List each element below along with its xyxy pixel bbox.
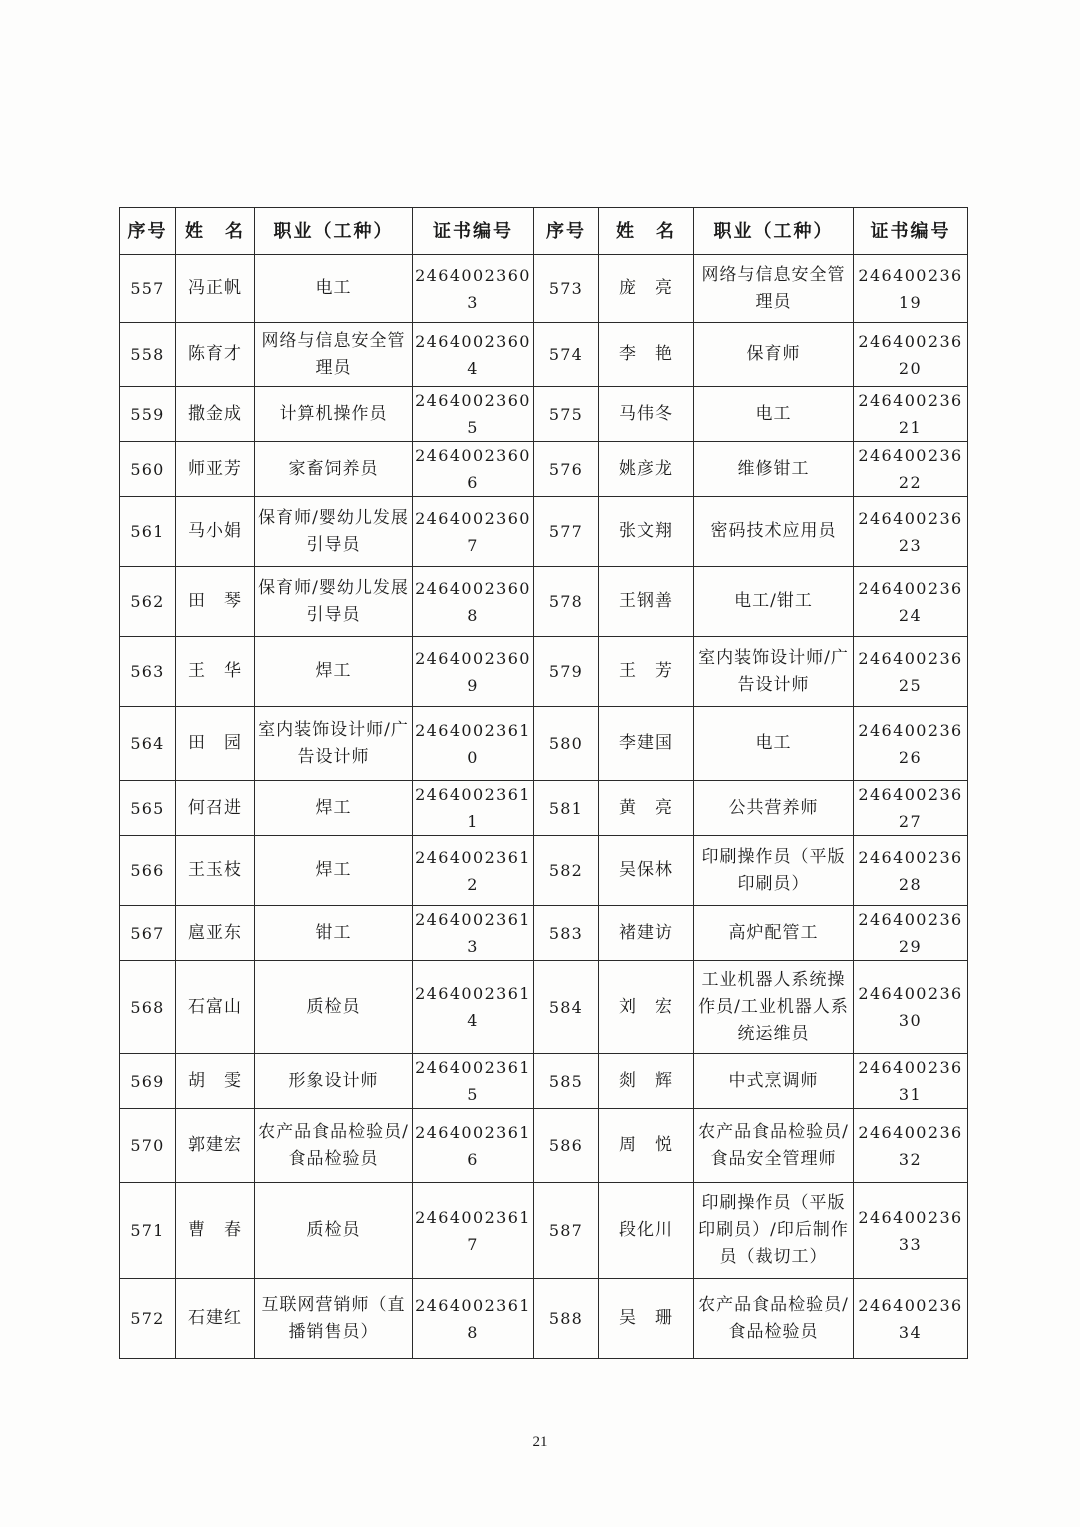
occupation-cell: 网络与信息安全管理员 <box>255 323 413 387</box>
header-name-left: 姓 名 <box>176 208 255 255</box>
header-serial-right: 序号 <box>534 208 599 255</box>
name-cell: 吴保林 <box>599 836 694 906</box>
certificate-roster-table <box>119 207 968 1359</box>
name-cell: 撒金成 <box>176 387 255 442</box>
occupation-cell: 网络与信息安全管理员 <box>694 255 854 323</box>
occupation-cell: 质检员 <box>255 961 413 1054</box>
certificate-number-cell: 24640023621 <box>854 387 968 442</box>
certificate-number-cell: 24640023625 <box>854 637 968 707</box>
name-cell: 石建红 <box>176 1279 255 1359</box>
serial-cell: 588 <box>534 1279 599 1359</box>
serial-cell: 585 <box>534 1054 599 1109</box>
certificate-number-cell: 24640023610 <box>413 707 534 781</box>
occupation-cell: 焊工 <box>255 637 413 707</box>
table-row <box>120 961 968 1054</box>
serial-cell: 559 <box>120 387 176 442</box>
occupation-cell: 农产品食品检验员/食品检验员 <box>694 1279 854 1359</box>
serial-cell: 570 <box>120 1109 176 1183</box>
serial-cell: 564 <box>120 707 176 781</box>
certificate-number-cell: 24640023631 <box>854 1054 968 1109</box>
occupation-cell: 农产品食品检验员/食品检验员 <box>255 1109 413 1183</box>
table-row <box>120 442 968 497</box>
serial-cell: 572 <box>120 1279 176 1359</box>
table-row <box>120 1109 968 1183</box>
certificate-number-cell: 24640023616 <box>413 1109 534 1183</box>
certificate-number-cell: 24640023606 <box>413 442 534 497</box>
certificate-number-cell: 24640023626 <box>854 707 968 781</box>
certificate-number-cell: 24640023603 <box>413 255 534 323</box>
serial-cell: 575 <box>534 387 599 442</box>
serial-cell: 563 <box>120 637 176 707</box>
name-cell: 王钢善 <box>599 567 694 637</box>
serial-cell: 579 <box>534 637 599 707</box>
serial-cell: 586 <box>534 1109 599 1183</box>
table-row <box>120 637 968 707</box>
name-cell: 褚建访 <box>599 906 694 961</box>
name-cell: 周 悦 <box>599 1109 694 1183</box>
certificate-number-cell: 24640023633 <box>854 1183 968 1279</box>
name-cell: 田 琴 <box>176 567 255 637</box>
occupation-cell: 互联网营销师（直播销售员） <box>255 1279 413 1359</box>
serial-cell: 560 <box>120 442 176 497</box>
name-cell: 王 华 <box>176 637 255 707</box>
certificate-number-cell: 24640023618 <box>413 1279 534 1359</box>
certificate-number-cell: 24640023612 <box>413 836 534 906</box>
occupation-cell: 电工 <box>694 387 854 442</box>
occupation-cell: 形象设计师 <box>255 1054 413 1109</box>
header-cert-right: 证书编号 <box>854 208 968 255</box>
header-cert-left: 证书编号 <box>413 208 534 255</box>
serial-cell: 566 <box>120 836 176 906</box>
table-header-row <box>120 208 968 255</box>
serial-cell: 574 <box>534 323 599 387</box>
occupation-cell: 农产品食品检验员/食品安全管理师 <box>694 1109 854 1183</box>
table-row <box>120 1054 968 1109</box>
serial-cell: 577 <box>534 497 599 567</box>
serial-cell: 562 <box>120 567 176 637</box>
serial-cell: 557 <box>120 255 176 323</box>
certificate-number-cell: 24640023615 <box>413 1054 534 1109</box>
name-cell: 王玉枝 <box>176 836 255 906</box>
certificate-number-cell: 24640023617 <box>413 1183 534 1279</box>
table-row <box>120 707 968 781</box>
table-row <box>120 387 968 442</box>
serial-cell: 565 <box>120 781 176 836</box>
certificate-number-cell: 24640023619 <box>854 255 968 323</box>
serial-cell: 578 <box>534 567 599 637</box>
name-cell: 黄 亮 <box>599 781 694 836</box>
name-cell: 曹 春 <box>176 1183 255 1279</box>
occupation-cell: 电工/钳工 <box>694 567 854 637</box>
table-row <box>120 781 968 836</box>
name-cell: 陈育才 <box>176 323 255 387</box>
name-cell: 李建国 <box>599 707 694 781</box>
occupation-cell: 高炉配管工 <box>694 906 854 961</box>
name-cell: 马伟冬 <box>599 387 694 442</box>
occupation-cell: 密码技术应用员 <box>694 497 854 567</box>
name-cell: 冯正帆 <box>176 255 255 323</box>
certificate-number-cell: 24640023605 <box>413 387 534 442</box>
occupation-cell: 印刷操作员（平版印刷员）/印后制作员（裁切工） <box>694 1183 854 1279</box>
certificate-number-cell: 24640023634 <box>854 1279 968 1359</box>
occupation-cell: 电工 <box>694 707 854 781</box>
certificate-number-cell: 24640023628 <box>854 836 968 906</box>
header-occupation-right: 职业（工种） <box>694 208 854 255</box>
name-cell: 张文翔 <box>599 497 694 567</box>
certificate-number-cell: 24640023627 <box>854 781 968 836</box>
name-cell: 石富山 <box>176 961 255 1054</box>
certificate-number-cell: 24640023622 <box>854 442 968 497</box>
serial-cell: 581 <box>534 781 599 836</box>
occupation-cell: 维修钳工 <box>694 442 854 497</box>
occupation-cell: 公共营养师 <box>694 781 854 836</box>
table-body <box>120 255 968 1359</box>
name-cell: 师亚芳 <box>176 442 255 497</box>
occupation-cell: 质检员 <box>255 1183 413 1279</box>
table-row <box>120 836 968 906</box>
serial-cell: 580 <box>534 707 599 781</box>
certificate-number-cell: 24640023623 <box>854 497 968 567</box>
certificate-number-cell: 24640023604 <box>413 323 534 387</box>
name-cell: 王 芳 <box>599 637 694 707</box>
occupation-cell: 家畜饲养员 <box>255 442 413 497</box>
name-cell: 马小娟 <box>176 497 255 567</box>
name-cell: 庞 亮 <box>599 255 694 323</box>
certificate-number-cell: 24640023620 <box>854 323 968 387</box>
occupation-cell: 焊工 <box>255 781 413 836</box>
occupation-cell: 计算机操作员 <box>255 387 413 442</box>
table-row <box>120 567 968 637</box>
serial-cell: 576 <box>534 442 599 497</box>
serial-cell: 583 <box>534 906 599 961</box>
name-cell: 吴 珊 <box>599 1279 694 1359</box>
serial-cell: 558 <box>120 323 176 387</box>
page-number: 21 <box>532 1434 548 1450</box>
serial-cell: 568 <box>120 961 176 1054</box>
name-cell: 扈亚东 <box>176 906 255 961</box>
serial-cell: 584 <box>534 961 599 1054</box>
serial-cell: 561 <box>120 497 176 567</box>
occupation-cell: 中式烹调师 <box>694 1054 854 1109</box>
serial-cell: 573 <box>534 255 599 323</box>
name-cell: 段化川 <box>599 1183 694 1279</box>
certificate-number-cell: 24640023609 <box>413 637 534 707</box>
name-cell: 胡 雯 <box>176 1054 255 1109</box>
name-cell: 刘 宏 <box>599 961 694 1054</box>
occupation-cell: 保育师 <box>694 323 854 387</box>
name-cell: 姚彦龙 <box>599 442 694 497</box>
header-occupation-left: 职业（工种） <box>255 208 413 255</box>
name-cell: 郭建宏 <box>176 1109 255 1183</box>
name-cell: 何召进 <box>176 781 255 836</box>
name-cell: 田 园 <box>176 707 255 781</box>
occupation-cell: 保育师/婴幼儿发展引导员 <box>255 497 413 567</box>
certificate-number-cell: 24640023624 <box>854 567 968 637</box>
certificate-number-cell: 24640023607 <box>413 497 534 567</box>
table-row <box>120 497 968 567</box>
table-row <box>120 255 968 323</box>
table-row <box>120 906 968 961</box>
occupation-cell: 焊工 <box>255 836 413 906</box>
certificate-number-cell: 24640023629 <box>854 906 968 961</box>
certificate-number-cell: 24640023630 <box>854 961 968 1054</box>
occupation-cell: 电工 <box>255 255 413 323</box>
table-row <box>120 323 968 387</box>
serial-cell: 569 <box>120 1054 176 1109</box>
occupation-cell: 室内装饰设计师/广告设计师 <box>694 637 854 707</box>
name-cell: 李 艳 <box>599 323 694 387</box>
table-row <box>120 1279 968 1359</box>
header-name-right: 姓 名 <box>599 208 694 255</box>
serial-cell: 571 <box>120 1183 176 1279</box>
certificate-number-cell: 24640023611 <box>413 781 534 836</box>
header-serial-left: 序号 <box>120 208 176 255</box>
certificate-number-cell: 24640023614 <box>413 961 534 1054</box>
occupation-cell: 印刷操作员（平版印刷员） <box>694 836 854 906</box>
certificate-number-cell: 24640023632 <box>854 1109 968 1183</box>
occupation-cell: 保育师/婴幼儿发展引导员 <box>255 567 413 637</box>
table-row <box>120 1183 968 1279</box>
serial-cell: 587 <box>534 1183 599 1279</box>
occupation-cell: 工业机器人系统操作员/工业机器人系统运维员 <box>694 961 854 1054</box>
occupation-cell: 室内装饰设计师/广告设计师 <box>255 707 413 781</box>
serial-cell: 567 <box>120 906 176 961</box>
occupation-cell: 钳工 <box>255 906 413 961</box>
name-cell: 剡 辉 <box>599 1054 694 1109</box>
certificate-number-cell: 24640023613 <box>413 906 534 961</box>
certificate-number-cell: 24640023608 <box>413 567 534 637</box>
serial-cell: 582 <box>534 836 599 906</box>
